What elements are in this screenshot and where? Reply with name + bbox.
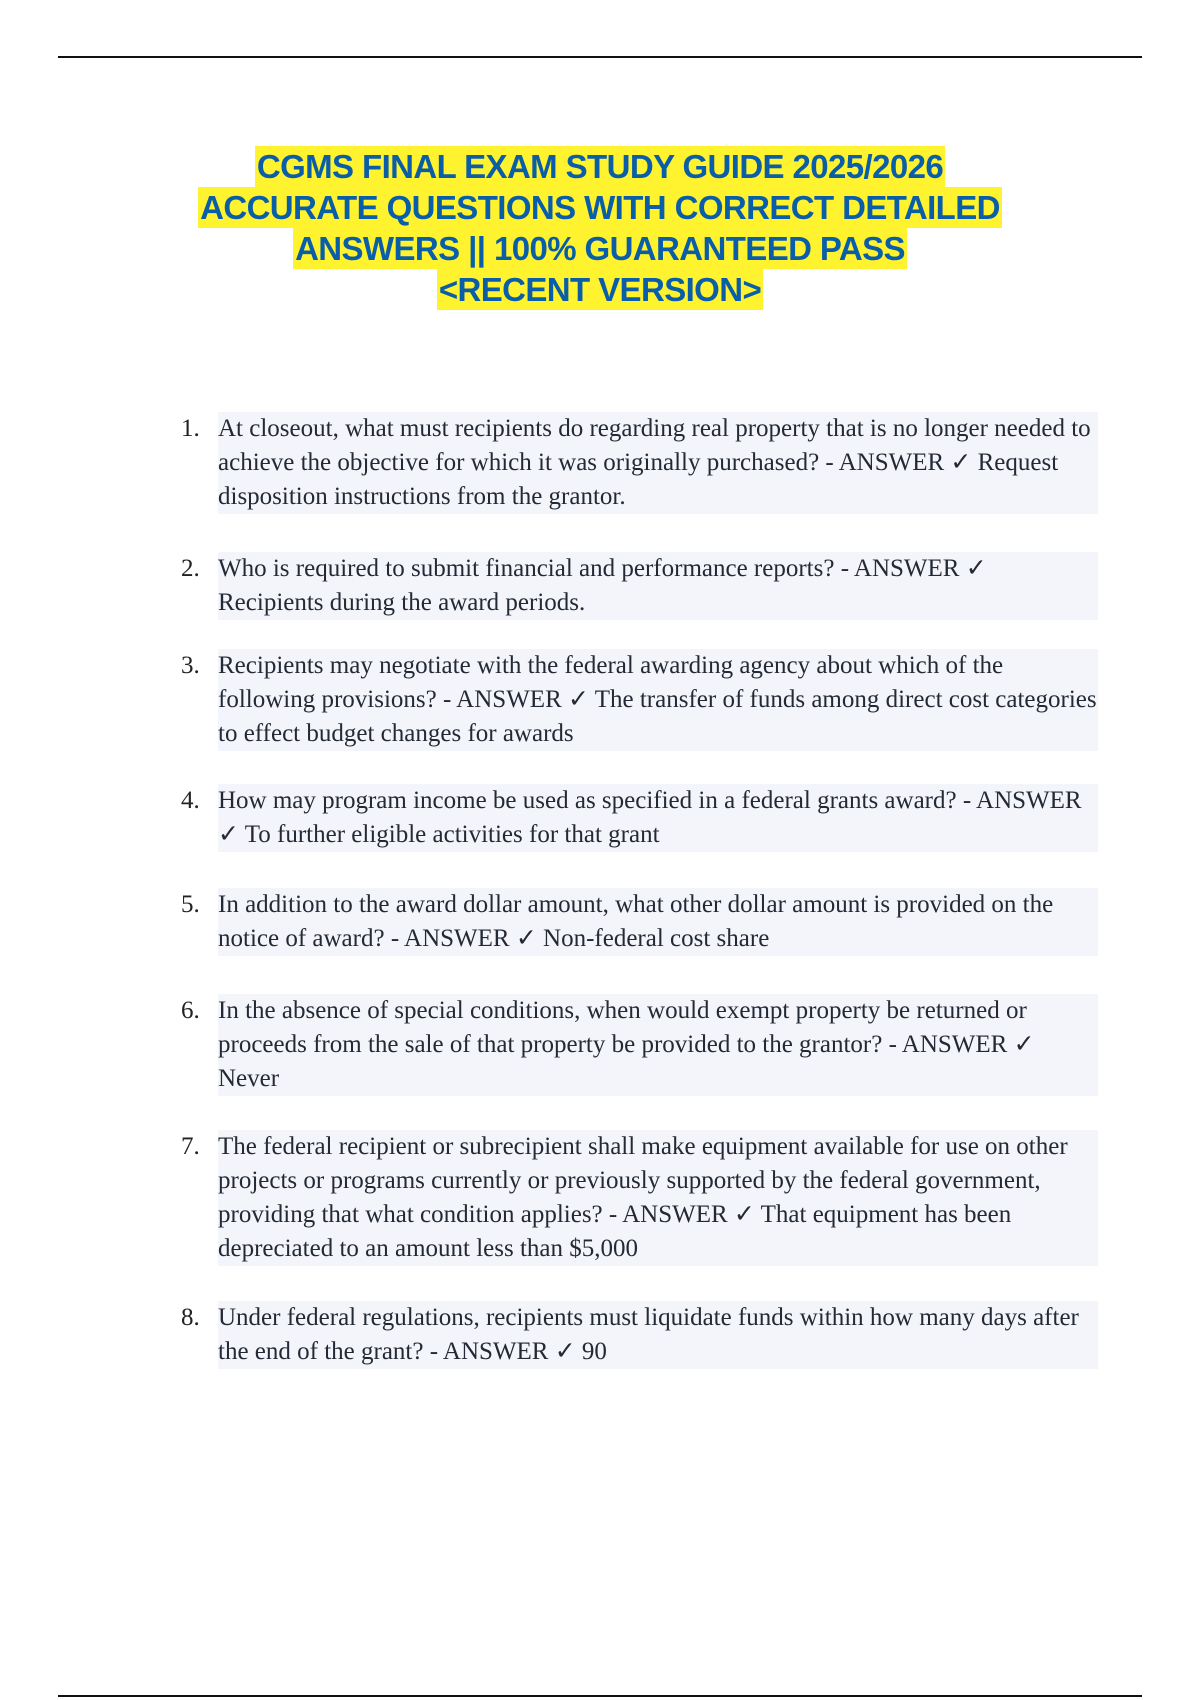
document-title: [100, 146, 1100, 310]
bottom-divider: [58, 1695, 1142, 1697]
question-text: Who is required to submit financial and performance reports? - ANSWER ✓ Recipients during the award periods.: [218, 552, 1098, 620]
title-line: <RECENT VERSION>: [438, 271, 762, 308]
question-text: At closeout, what must recipients do regarding real property that is no longer needed to achieve the objective for which it was originally purchased? - ANSWER ✓ Request disposition instructions from the grantor.: [218, 412, 1098, 514]
question-number: 8.: [181, 1304, 200, 1331]
question-number: 4.: [181, 787, 200, 814]
title-line: ACCURATE QUESTIONS WITH CORRECT DETAILED: [200, 189, 1000, 226]
title-line: CGMS FINAL EXAM STUDY GUIDE 2025/2026: [256, 148, 944, 185]
question-number: 3.: [181, 652, 200, 679]
question-text: In the absence of special conditions, when would exempt property be returned or proceeds from the sale of that property be provided to the grantor? - ANSWER ✓ Never: [218, 994, 1098, 1096]
top-divider: [58, 56, 1142, 58]
question-number: 5.: [181, 891, 200, 918]
question-number: 7.: [181, 1133, 200, 1160]
question-text: The federal recipient or subrecipient shall make equipment available for use on other projects or programs currently or previously supported by the federal government, providing that what condition applies? - ANSWER ✓ That equipment has been depreciated to an amount less than $5,000: [218, 1130, 1098, 1266]
question-number: 1.: [181, 415, 200, 442]
question-text: How may program income be used as specified in a federal grants award? - ANSWER ✓ To further eligible activities for that grant: [218, 784, 1098, 852]
question-text: Under federal regulations, recipients must liquidate funds within how many days after the end of the grant? - ANSWER ✓ 90: [218, 1301, 1098, 1369]
question-number: 2.: [181, 555, 200, 582]
question-text: Recipients may negotiate with the federal awarding agency about which of the following provisions? - ANSWER ✓ The transfer of funds among direct cost categories to effect budget changes for awards: [218, 649, 1098, 751]
question-number: 6.: [181, 997, 200, 1024]
question-text: In addition to the award dollar amount, what other dollar amount is provided on the notice of award? - ANSWER ✓ Non-federal cost share: [218, 888, 1098, 956]
title-line: ANSWERS || 100% GUARANTEED PASS: [295, 230, 905, 267]
